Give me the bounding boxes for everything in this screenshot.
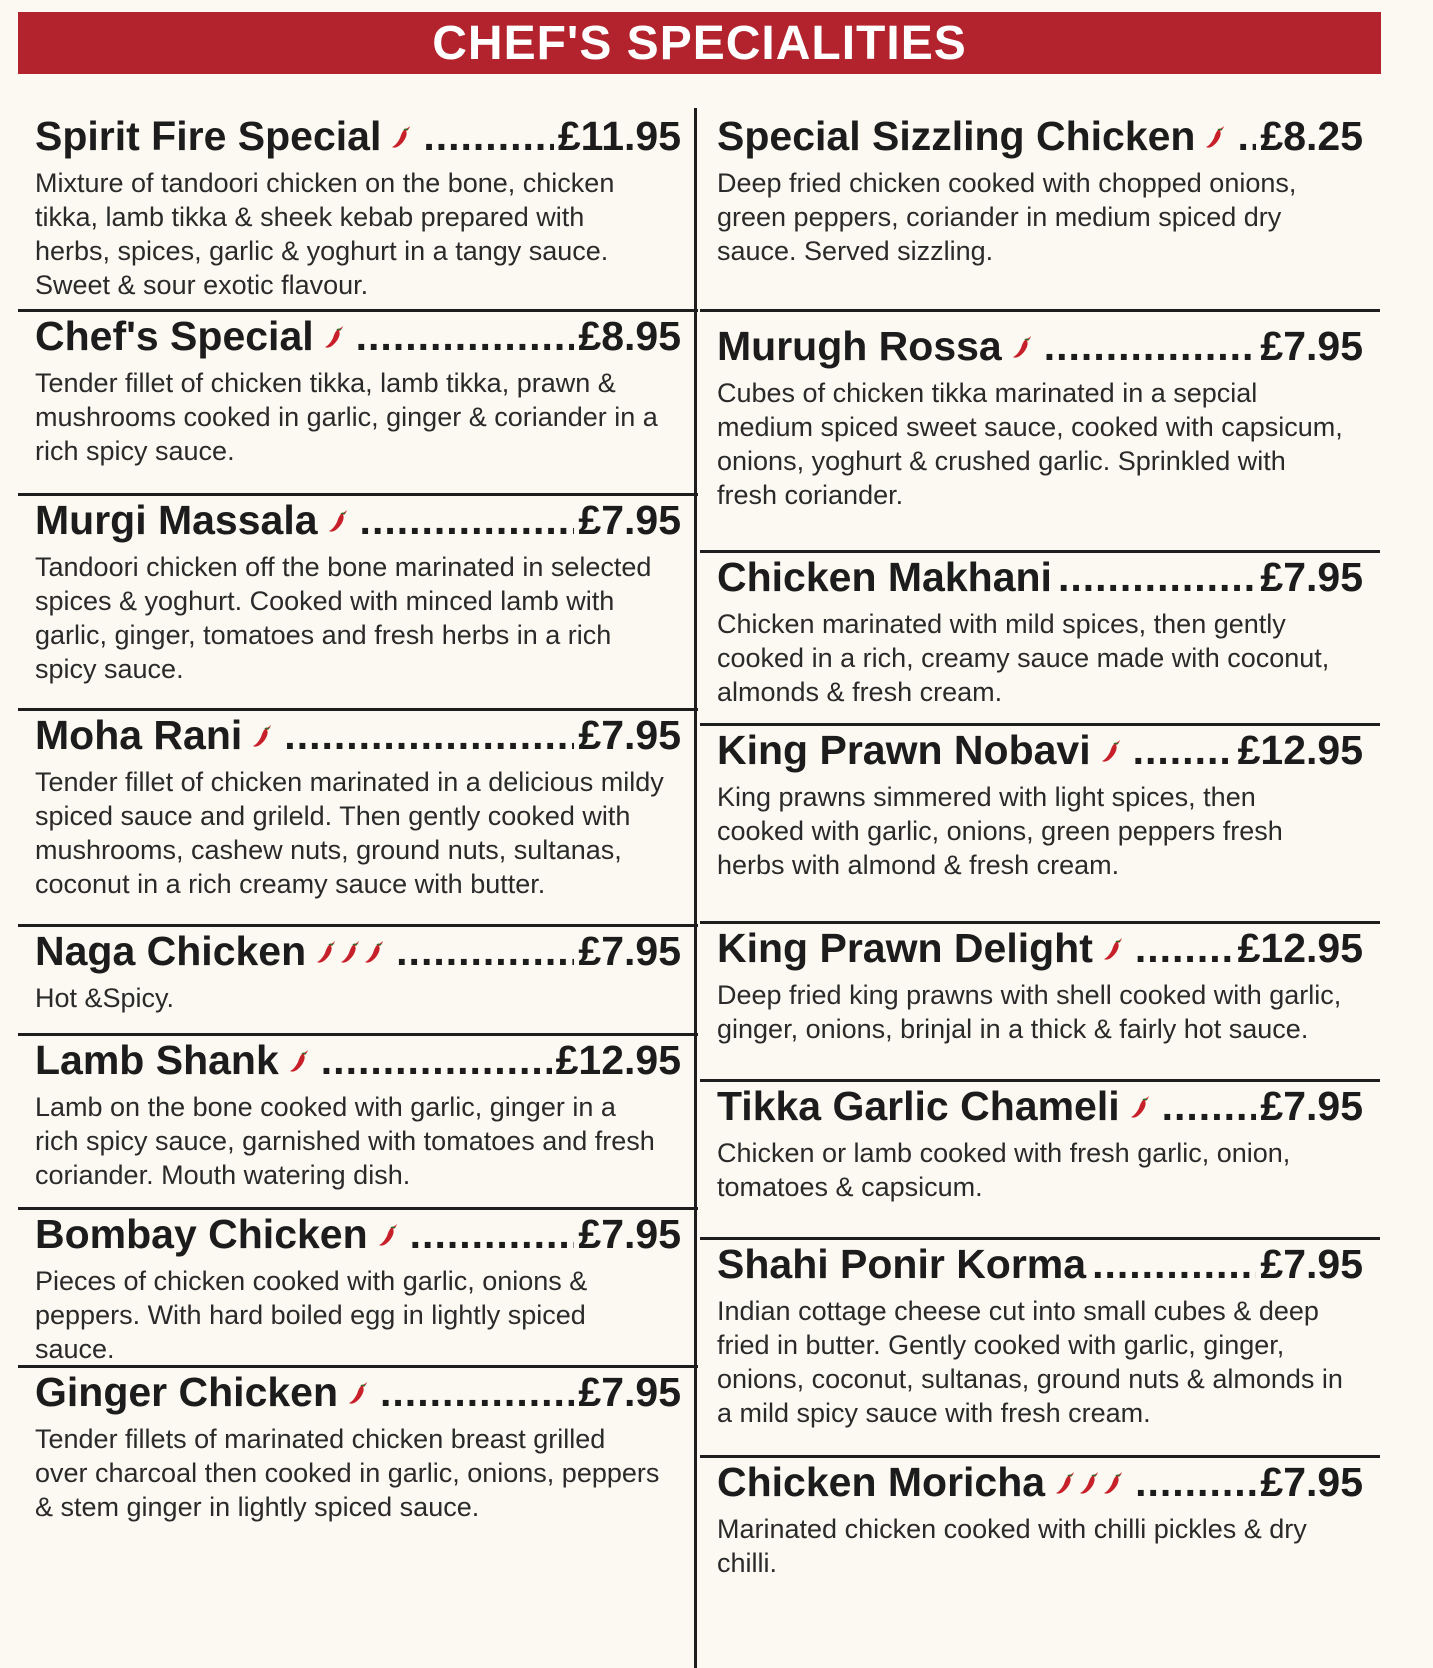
dish-description: King prawns simmered with light spices, then cooked with garlic, onions, green peppers fresh herbs with almond & fresh cream. [717, 782, 1283, 880]
menu-item [18, 1368, 698, 1568]
chili-icon [1055, 1458, 1077, 1484]
dish-price: £7.95 [578, 1369, 681, 1415]
dish-price: £7.95 [578, 712, 681, 758]
chili-icon [1101, 726, 1123, 752]
dish-name: Chicken Moricha [717, 1459, 1046, 1505]
spice-level [378, 1210, 402, 1236]
menu-item-title-row [18, 1210, 681, 1258]
dish-price: £7.95 [1260, 554, 1363, 600]
menu-item-title-row [18, 112, 681, 160]
dish-description: Lamb on the bone cooked with garlic, ginger in a rich spicy sauce, garnished with tomatoes and fresh coriander. Mouth watering dish. [35, 1092, 655, 1190]
menu-item [700, 924, 1380, 1082]
dish-price: £7.95 [578, 497, 681, 543]
menu-item [700, 726, 1380, 924]
menu-item [700, 1240, 1380, 1458]
dish-name: Spirit Fire Special [35, 113, 382, 159]
spice-level [324, 312, 348, 338]
dish-description: Tender fillet of chicken tikka, lamb tikka, prawn & mushrooms cooked in garlic, ginger & coriander in a rich spicy sauce. [35, 368, 658, 466]
leader-dots [1237, 112, 1256, 160]
menu-item-title-row [700, 322, 1363, 370]
leader-dots [360, 496, 575, 544]
menu-item-title-row [700, 726, 1363, 774]
leader-dots [284, 711, 574, 759]
dish-name: King Prawn Nobavi [717, 727, 1091, 773]
dish-price: £8.25 [1260, 113, 1363, 159]
dish-description: Chicken or lamb cooked with fresh garlic, onion, tomatoes & capsicum. [717, 1138, 1291, 1202]
chili-icon [324, 312, 346, 338]
dish-price: £12.95 [1237, 925, 1363, 971]
menu-item-title-row [700, 924, 1363, 972]
menu-item [700, 553, 1380, 726]
dish-name: Murugh Rossa [717, 323, 1002, 369]
dish-name: Bombay Chicken [35, 1211, 368, 1257]
menu-item-title-row [18, 312, 681, 360]
dish-price: £12.95 [1237, 727, 1363, 773]
leader-dots [410, 1210, 575, 1258]
leader-dots [356, 312, 575, 360]
leader-dots [380, 1368, 574, 1416]
spice-level [1012, 322, 1036, 348]
dish-price: £11.95 [557, 113, 681, 159]
dish-price: £7.95 [1260, 1459, 1363, 1505]
chili-icon [1205, 112, 1227, 138]
leader-dots [1133, 726, 1234, 774]
menu-item [18, 711, 698, 927]
chili-icon [348, 1368, 370, 1394]
chili-icon [316, 927, 338, 953]
chili-icon [378, 1210, 400, 1236]
menu-item [700, 1082, 1380, 1240]
menu-item [18, 927, 698, 1036]
dish-price: £7.95 [1260, 1241, 1363, 1287]
dish-description: Tender fillets of marinated chicken breast grilled over charcoal then cooked in garlic, onions, peppers & stem ginger in lightly spiced sauce. [35, 1424, 660, 1522]
dish-name: King Prawn Delight [717, 925, 1093, 971]
spice-level [252, 711, 276, 737]
chili-icon [364, 927, 386, 953]
menu-item-title-row [700, 1240, 1363, 1288]
dish-name: Ginger Chicken [35, 1369, 339, 1415]
spice-level [391, 112, 415, 138]
menu-item-title-row [700, 112, 1363, 160]
dish-description: Indian cottage cheese cut into small cubes & deep fried in butter. Gently cooked with garlic, ginger, onions, coconut, sultanas, ground nuts & almonds in a mild spicy sauce with fresh cream. [717, 1296, 1343, 1428]
menu-item-title-row [700, 553, 1363, 601]
dish-price: £8.95 [578, 313, 681, 359]
menu-item-title-row [700, 1458, 1363, 1506]
dish-name: Moha Rani [35, 712, 243, 758]
dish-description: Pieces of chicken cooked with garlic, onions & peppers. With hard boiled egg in lightly spiced sauce. [35, 1266, 588, 1364]
dish-description: Hot &Spicy. [35, 983, 175, 1013]
spice-level [1205, 112, 1229, 138]
spice-level [328, 496, 352, 522]
menu-item [18, 496, 698, 711]
menu-item-title-row [18, 496, 681, 544]
spice-level [1101, 726, 1125, 752]
dish-price: £7.95 [578, 1211, 681, 1257]
menu-item-title-row [18, 1036, 681, 1084]
chili-icon [289, 1036, 311, 1062]
dish-name: Tikka Garlic Chameli [717, 1083, 1120, 1129]
menu-item-title-row [18, 711, 681, 759]
dish-name: Chicken Makhani [717, 554, 1052, 600]
dish-description: Tender fillet of chicken marinated in a delicious mildy spiced sauce and grileld. Then gently cooked with mushrooms, cashew nuts, ground nuts, sultanas, coconut in a rich creamy sauce with butter. [35, 767, 664, 899]
spice-level [289, 1036, 313, 1062]
menu-item [700, 112, 1380, 312]
chili-icon [1079, 1458, 1101, 1484]
menu-item [18, 1036, 698, 1210]
leader-dots [423, 112, 554, 160]
menu-item [18, 1210, 698, 1368]
dish-name: Chef's Special [35, 313, 314, 359]
page-title: CHEF'S SPECIALITIES [432, 16, 967, 70]
header-banner [18, 12, 1381, 74]
spice-level [1130, 1082, 1154, 1108]
chili-icon [328, 496, 350, 522]
leader-dots [1044, 322, 1257, 370]
menu-item-title-row [700, 1082, 1363, 1130]
dish-price: £12.95 [555, 1037, 681, 1083]
leader-dots [1162, 1082, 1257, 1130]
chili-icon [1012, 322, 1034, 348]
dish-name: Special Sizzling Chicken [717, 113, 1196, 159]
leader-dots [1135, 924, 1234, 972]
spice-level [1103, 924, 1127, 950]
leader-dots [1135, 1458, 1256, 1506]
chili-icon [340, 927, 362, 953]
menu-item [18, 112, 698, 312]
dish-price: £7.95 [1260, 323, 1363, 369]
leader-dots [321, 1036, 552, 1084]
spice-level [348, 1368, 372, 1394]
chili-icon [391, 112, 413, 138]
menu-item [18, 312, 698, 496]
leader-dots [1092, 1240, 1256, 1288]
dish-description: Deep fried chicken cooked with chopped onions, green peppers, coriander in medium spiced dry sauce. Served sizzling. [717, 168, 1297, 266]
chili-icon [1130, 1082, 1152, 1108]
chili-icon [252, 711, 274, 737]
dish-description: Chicken marinated with mild spices, then gently cooked in a rich, creamy sauce made with coconut, almonds & fresh cream. [717, 609, 1330, 707]
menu-item [700, 322, 1380, 553]
dish-price: £7.95 [578, 928, 681, 974]
dish-name: Lamb Shank [35, 1037, 279, 1083]
spice-level [316, 927, 388, 953]
chili-icon [1103, 924, 1125, 950]
dish-name: Naga Chicken [35, 928, 307, 974]
menu-item-title-row [18, 927, 681, 975]
leader-dots [396, 927, 574, 975]
spice-level [1055, 1458, 1127, 1484]
dish-description: Cubes of chicken tikka marinated in a sepcial medium spiced sweet sauce, cooked with capsicum, onions, yoghurt & crushed garlic. Sprinkled with fresh coriander. [717, 378, 1343, 510]
dish-price: £7.95 [1260, 1083, 1363, 1129]
menu-item-title-row [18, 1368, 681, 1416]
dish-description: Deep fried king prawns with shell cooked with garlic, ginger, onions, brinjal in a thick & fairly hot sauce. [717, 980, 1342, 1044]
leader-dots [1058, 553, 1256, 601]
dish-description: Mixture of tandoori chicken on the bone, chicken tikka, lamb tikka & sheek kebab prepared with herbs, spices, garlic & yoghurt in a tangy sauce. Sweet & sour exotic flavour. [35, 168, 615, 300]
dish-description: Tandoori chicken off the bone marinated in selected spices & yoghurt. Cooked with minced lamb with garlic, ginger, tomatoes and fresh herbs in a rich spicy sauce. [35, 552, 652, 684]
chili-icon [1103, 1458, 1125, 1484]
dish-name: Shahi Ponir Korma [717, 1241, 1087, 1287]
menu-item [700, 1458, 1380, 1668]
dish-name: Murgi Massala [35, 497, 318, 543]
dish-description: Marinated chicken cooked with chilli pickles & dry chilli. [717, 1514, 1307, 1578]
